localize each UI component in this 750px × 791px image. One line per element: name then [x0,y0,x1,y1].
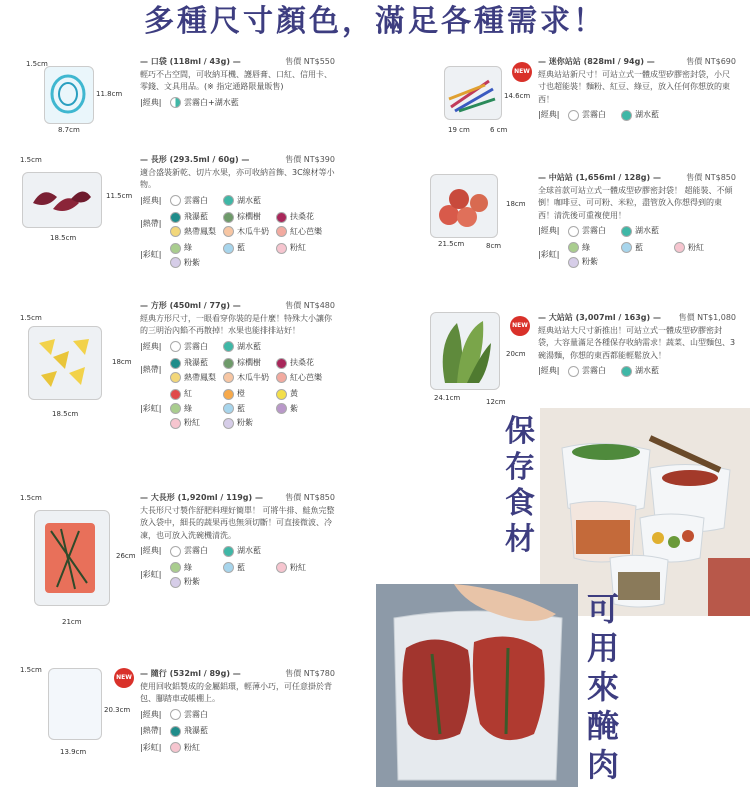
color-row [538,108,736,123]
color-name: 紫 [290,403,298,413]
color-dot [568,366,579,377]
color-row [538,241,736,270]
color-dot [170,195,181,206]
color-row [538,224,736,239]
pocket-bag-image [44,66,94,124]
product-price: 售價 NT$690 [686,57,736,66]
color-row [140,210,335,239]
color-swatch [621,242,674,255]
color-name: 棕櫚樹 [237,212,261,221]
color-row-label: |彩虹| [140,742,162,752]
color-name: 雲霧白 [582,110,606,119]
color-row-label: |經典| [140,709,162,719]
color-row-label: |熱帶| [140,726,162,735]
dim-depth: 8cm [486,242,502,250]
color-row [140,96,335,111]
color-swatch-group [170,340,330,355]
color-dot [568,226,579,237]
dim-depth: 1.5cm [20,156,42,164]
side-text-preserve: 保 存 食 材 [505,414,535,557]
dim-height: 11.8cm [96,90,123,98]
color-swatch [621,109,674,122]
large-long-bag-image [34,510,110,606]
color-name: 綠 [184,562,192,572]
new-badge: NEW [510,316,530,336]
color-swatch [276,388,329,401]
color-swatch-group [170,241,330,270]
color-swatch [568,109,621,122]
product-desc: 全球首款可站立式一體成型矽膠密封袋！ 超能裝、不傾倒！咖啡豆、可可粉、米粒，盡管放入你想得到的東西！清洗後可重複使用！ [538,185,733,220]
color-swatch [223,417,276,430]
color-dot [621,226,632,237]
color-row [140,340,335,355]
color-name: 紅心芭樂 [290,372,322,382]
color-row-label: |彩虹| [140,403,162,413]
product-desc: 適合盛裝新乾、切片水果，亦可收納首飾、3C線材等小物。 [140,167,335,189]
color-swatch [223,195,276,208]
color-dot [170,358,181,369]
color-row-label: |經典| [538,226,560,235]
color-row [140,194,335,209]
color-dot [568,257,579,268]
color-row-label: |經典| [538,366,560,375]
product-price: 售價 NT$850 [686,173,736,182]
product-square [140,300,335,431]
dim-depth: 6 cm [490,126,508,134]
square-bag-image [28,326,102,400]
color-swatch-group [170,741,330,756]
product-desc: 使用回收鋁製成的金屬鋁環，輕薄小巧，可任意掛於背包、腳踏車或帳棚上。 [140,681,332,703]
color-dot [170,389,181,400]
color-swatch [621,365,674,378]
color-row [140,561,335,590]
color-swatch: 雲霧白+湖水藍 [170,97,239,110]
mid-stand-bag-image [430,174,498,238]
color-dot [223,226,234,237]
color-dot [223,341,234,352]
product-desc: 輕巧不占空間，可收納耳機、護唇膏、口紅、信用卡、零錢、文具用品。(※ 指定通路限量販售) [140,69,332,91]
color-swatch [170,417,223,430]
product-name: — 中站站 (1,656ml / 128g) — [538,173,661,182]
color-name: 粉紅 [184,742,200,752]
color-name: 飛瀑藍 [184,358,208,367]
product-price: 售價 NT$850 [285,493,335,502]
color-dot [170,257,181,268]
color-row [538,364,736,379]
lettuce-image [431,313,497,387]
color-swatch-group [170,544,330,559]
product-pocket [140,56,335,110]
color-dot [276,403,287,414]
color-name: 藍 [237,403,245,413]
color-swatch-group [170,561,330,590]
color-dot [223,358,234,369]
long-bag-image [22,172,102,228]
color-swatch-group [568,224,728,239]
color-name: 雲霧白 [184,341,208,351]
product-desc: 經典方形尺寸，一眼看穿你裝的是什麼！特殊大小讓你的三明治內餡不再散掉！水果也能排排站好！ [140,313,332,335]
product-large-long [140,492,335,590]
color-dot [170,403,181,414]
dim-width: 8.7cm [58,126,80,134]
color-swatch [276,562,329,575]
color-name: 熱帶鳳梨 [184,226,216,236]
color-name: 雲霧白 [184,709,208,719]
color-swatch [223,242,276,255]
color-name: 扶桑花 [290,358,314,367]
color-name: 紅 [184,389,192,398]
color-name: 粉紅 [184,418,200,427]
product-desc: 經典站站新尺寸！可站立式一體成型矽膠密封袋，小尺寸也超能裝！麵粉、紅豆、綠豆，放入任何你想放的東西！ [538,69,730,104]
color-swatch [170,403,223,416]
color-name: 橙 [237,389,245,398]
color-swatch [568,225,621,238]
color-name: 湖水藍 [237,195,261,205]
color-row [140,356,335,385]
color-dot [170,562,181,573]
color-swatch [170,576,223,589]
color-swatch [223,341,276,354]
color-name: 綠 [582,242,590,252]
mini-stand-bag-image [444,66,502,120]
product-travel [140,668,335,755]
color-name: 木瓜牛奶 [237,226,269,236]
marinate-meat-photo [376,584,578,787]
color-dot [276,226,287,237]
color-name: 飛瀑藍 [184,726,208,735]
color-swatch-group [568,108,728,123]
product-price: 售價 NT$480 [285,301,335,310]
pineapple-image [29,327,99,397]
pens-image [445,67,499,117]
color-dot [170,226,181,237]
dim-width: 13.9cm [60,748,87,756]
color-name: 雲霧白 [184,195,208,205]
color-row-label: |經典| [140,546,162,555]
color-row-label: |熱帶| [140,365,162,375]
color-dot [223,195,234,206]
dim-height: 26cm [116,552,136,560]
color-name: 熱帶鳳梨 [184,372,216,382]
color-dot [170,546,181,557]
color-dot [621,110,632,121]
color-name: 粉紫 [184,257,200,267]
dim-height: 14.6cm [504,92,531,100]
color-row-label: |彩虹| [538,249,560,259]
color-dot [223,418,234,429]
color-dot [276,562,287,573]
dim-height: 20.3cm [104,706,131,714]
color-dot [276,389,287,400]
color-name: 粉紅 [290,243,306,252]
color-name: 綠 [184,403,192,413]
side-text-marinate: 可 用 來 醃 肉 [586,590,619,784]
color-name: 藍 [237,562,245,572]
color-swatch [170,388,223,401]
product-name: — 長形 (293.5ml / 60g) — [140,155,250,164]
color-name: 棕櫚樹 [237,358,261,367]
color-name: 粉紅 [688,242,704,252]
color-swatch [223,211,276,224]
color-swatch [276,357,329,370]
color-name: 粉紫 [184,577,200,586]
color-swatch [276,403,329,416]
color-row [140,544,335,559]
color-row-label: |彩虹| [140,569,162,579]
color-dot [276,372,287,383]
color-dot [223,562,234,573]
color-name: 黃 [290,389,298,398]
color-row [140,708,335,723]
color-swatch [170,357,223,370]
color-name: 扶桑花 [290,212,314,221]
color-name: 藍 [635,242,643,252]
color-dot [170,742,181,753]
color-dot [223,389,234,400]
color-swatch-group [568,364,728,379]
dim-depth: 1.5cm [20,494,42,502]
color-dot [170,726,181,737]
color-dot [276,358,287,369]
color-swatch [223,403,276,416]
earphone-image [45,67,91,121]
product-name: — 迷你站站 (828ml / 94g) — [538,57,655,66]
dim-depth: 1.5cm [20,666,42,674]
color-swatch-group [170,387,330,431]
color-swatch-group [170,210,330,239]
dim-width: 21.5cm [438,240,465,248]
color-name: 粉紅 [290,562,306,572]
color-swatch [170,545,223,558]
color-swatch [223,357,276,370]
dim-height: 11.5cm [106,192,133,200]
product-price: 售價 NT$1,080 [678,313,736,322]
color-swatch [170,742,223,755]
color-row-label: |經典| [140,341,162,351]
product-name: — 方形 (450ml / 77g) — [140,301,241,310]
color-row [140,724,335,739]
color-name: 綠 [184,243,192,252]
color-swatch [568,242,621,255]
color-dot [170,709,181,720]
color-name: 粉紫 [237,418,253,427]
color-swatch-group [170,708,330,723]
color-name: 粉紫 [582,257,598,266]
color-swatch-group [170,724,330,739]
new-badge: NEW [114,668,134,688]
new-badge: NEW [512,62,532,82]
meat-bag-image [376,584,578,787]
color-swatch [170,562,223,575]
color-name: 木瓜牛奶 [237,372,269,382]
color-dot [170,212,181,223]
color-swatch [621,225,674,238]
color-dot [621,242,632,253]
color-dot [170,577,181,588]
dim-width: 18.5cm [52,410,79,418]
color-dot [276,243,287,254]
product-name: — 隨行 (532ml / 89g) — [140,669,241,678]
product-large-stand [538,312,736,379]
product-name: — 大長形 (1,920ml / 119g) — [140,493,263,502]
product-mini-stand [538,56,736,123]
color-dot [223,546,234,557]
color-row-label: |經典| [140,97,162,107]
color-swatch [170,257,223,270]
color-swatch [170,341,223,354]
product-desc: 經典站站大尺寸新推出！可站立式一體成型矽膠密封袋，大容量滿足各種保存收納需求！蔬菜、山型麵包、3碗湯麵，你想的東西都能輕鬆放入！ [538,325,736,360]
dim-width: 24.1cm [434,394,461,402]
color-swatch [170,709,223,722]
color-swatch-group [170,356,330,385]
product-price: 售價 NT$780 [285,669,335,678]
color-name: 雲霧白 [184,546,208,555]
color-name: 藍 [237,243,245,252]
color-swatch [170,211,223,224]
color-swatch [170,725,223,738]
color-dot [621,366,632,377]
product-price: 售價 NT$550 [285,57,335,66]
color-dot [276,212,287,223]
color-row-label: |彩虹| [140,250,162,260]
product-long [140,154,335,270]
color-swatch [170,242,223,255]
color-dot [568,110,579,121]
color-name: 紅心芭樂 [290,226,322,236]
salmon-image [35,511,107,603]
dim-depth: 1.5cm [20,314,42,322]
color-row-label: |經典| [140,195,162,205]
color-swatch [674,242,727,255]
color-swatch-group [170,194,330,209]
dim-width: 19 cm [448,126,470,134]
page-title: 多種尺寸顏色，滿足各種需求！ [144,4,606,39]
dim-height: 18cm [506,200,526,208]
color-swatch [223,372,276,385]
product-mid-stand [538,172,736,270]
color-dot [170,341,181,352]
large-stand-bag-image [430,312,500,390]
color-swatch [223,545,276,558]
color-swatch [223,226,276,239]
color-name: 雲霧白 [582,226,606,235]
dim-depth: 12cm [486,398,506,406]
color-swatch [170,195,223,208]
dim-height: 20cm [506,350,526,358]
color-dot [170,372,181,383]
color-swatch [276,211,329,224]
dim-width: 18.5cm [50,234,77,242]
travel-bag-image [48,668,102,740]
dim-depth: 1.5cm [26,60,48,68]
color-dot [674,242,685,253]
color-dot [223,403,234,414]
color-name: 雲霧白 [582,366,606,375]
fruit-slices-image [23,173,99,225]
product-price: 售價 NT$390 [285,155,335,164]
color-swatch [223,562,276,575]
color-name: 湖水藍 [635,226,659,235]
color-dot [170,243,181,254]
color-dot [568,242,579,253]
color-dot [223,243,234,254]
color-name: 飛瀑藍 [184,212,208,221]
color-name: 湖水藍 [237,341,261,351]
color-swatch [276,226,329,239]
color-dot [223,372,234,383]
color-dot [223,212,234,223]
dim-height: 18cm [112,358,132,366]
color-swatch [170,372,223,385]
product-name: — 口袋 (118ml / 43g) — [140,57,241,66]
color-row [140,387,335,431]
color-swatch [568,256,621,269]
half-color-dot [170,97,181,108]
color-row [140,241,335,270]
color-swatch [223,388,276,401]
color-swatch-group [568,241,728,270]
product-desc: 大長形尺寸製作舒肥料理好簡單！ 可將牛排、鮭魚完整放入袋中，細長的蔬果再也無須切斷！可直接微波、冷凍，也可放入洗碗機清洗。 [140,505,335,540]
dim-width: 21cm [62,618,82,626]
color-swatch [170,226,223,239]
color-swatch [568,365,621,378]
color-swatch [276,372,329,385]
color-row-label: |經典| [538,110,560,119]
color-dot [170,418,181,429]
color-name: 湖水藍 [635,366,659,375]
color-name: 湖水藍 [635,110,659,119]
product-name: — 大站站 (3,007ml / 163g) — [538,313,661,322]
peaches-image [431,175,495,235]
color-swatch [276,242,329,255]
color-name: 湖水藍 [237,546,261,555]
color-row-label: |熱帶| [140,219,162,229]
color-row [140,741,335,756]
